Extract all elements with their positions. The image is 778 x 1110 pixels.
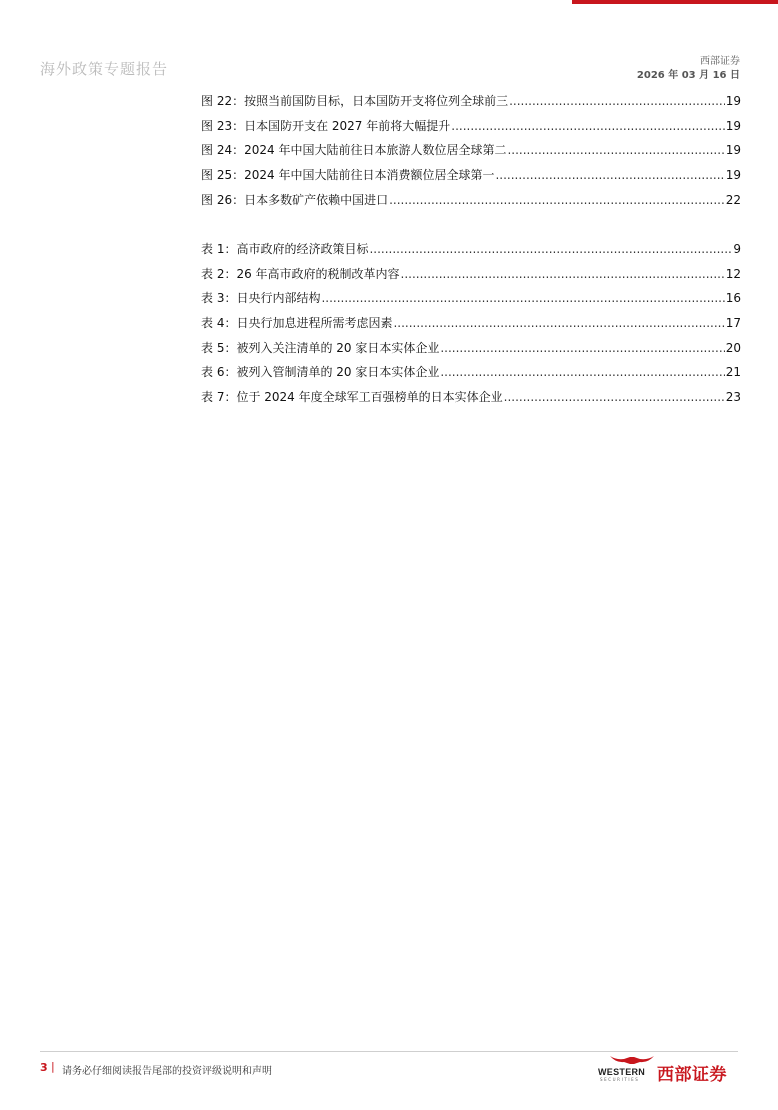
header-date: 2026 年 03 月 16 日	[636, 70, 740, 81]
toc-leader-dots	[509, 94, 725, 108]
report-type-title: 海外政策专题报告	[40, 60, 169, 78]
toc-leader-dots	[440, 341, 724, 355]
toc-label: 图 25：2024 年中国大陆前往日本消费额位居全球第一	[201, 168, 495, 183]
western-securities-logo	[598, 1054, 740, 1085]
toc-page-number: 16	[725, 291, 741, 306]
toc-page-number: 23	[725, 390, 741, 405]
toc-leader-dots	[495, 168, 724, 182]
toc-entry-figure-26[interactable]	[201, 191, 741, 216]
toc-label: 表 1：高市政府的经济政策目标	[201, 242, 369, 256]
footer-divider	[40, 1051, 738, 1052]
footer-page-number: 3	[40, 1061, 48, 1074]
toc-leader-dots	[389, 193, 725, 207]
toc-entry-figure-25[interactable]	[201, 166, 741, 191]
toc-entry-table-3[interactable]	[201, 289, 741, 314]
toc-leader-dots	[321, 291, 724, 305]
toc-entry-figure-23[interactable]	[201, 117, 741, 142]
toc-label: 图 22：按照当前国防目标，日本国防开支将位列全球前三	[201, 94, 509, 108]
toc-page-number: 12	[725, 266, 741, 281]
footer-separator: |	[51, 1060, 55, 1073]
toc-entry-table-1[interactable]	[201, 240, 741, 265]
toc-page-number: 9	[733, 242, 741, 256]
toc-leader-dots	[451, 119, 724, 133]
header-brand: 西部证券	[700, 56, 740, 67]
toc-label: 图 23：日本国防开支在 2027 年前将大幅提升	[201, 118, 451, 133]
logo-wordmark-sub: SECURITIES	[600, 1077, 640, 1082]
toc-label: 表 5：被列入关注清单的 20 家日本实体企业	[201, 340, 440, 355]
footer-disclaimer: 请务必仔细阅读报告尾部的投资评级说明和声明	[62, 1066, 272, 1077]
toc-leader-dots	[369, 242, 732, 256]
toc-page-number: 20	[725, 340, 741, 355]
toc-leader-dots	[440, 365, 724, 379]
toc-leader-dots	[393, 316, 724, 330]
toc-label: 图 24：2024 年中国大陆前往日本旅游人数位居全球第二	[201, 143, 507, 158]
toc-entry-table-4[interactable]	[201, 314, 741, 339]
logo-wordmark-cn: 西部证券	[657, 1065, 727, 1085]
toc-label: 图 26：日本多数矿产依赖中国进口	[201, 192, 389, 207]
table-list	[201, 240, 741, 413]
toc-label: 表 4：日央行加息进程所需考虑因素	[201, 316, 393, 331]
toc-leader-dots	[401, 267, 725, 281]
toc-label: 表 7：位于 2024 年度全球军工百强榜单的日本实体企业	[201, 390, 503, 405]
figure-list	[201, 92, 741, 215]
toc-entry-table-2[interactable]	[201, 265, 741, 290]
toc-entry-figure-22[interactable]	[201, 92, 741, 117]
toc-page-number: 17	[725, 316, 741, 331]
logo-wordmark-en: WESTERN	[598, 1067, 646, 1077]
toc-page-number: 19	[725, 118, 741, 133]
toc-entry-table-5[interactable]	[201, 339, 741, 364]
toc-page-number: 19	[725, 143, 741, 158]
toc-leader-dots	[507, 143, 724, 157]
toc-entry-figure-24[interactable]	[201, 141, 741, 166]
toc-page-number: 21	[725, 365, 741, 380]
toc-label: 表 3：日央行内部结构	[201, 291, 321, 306]
toc-page-number: 19	[725, 168, 741, 183]
toc-leader-dots	[504, 390, 725, 404]
toc-entry-table-6[interactable]	[201, 363, 741, 388]
top-accent-bar	[572, 0, 778, 4]
toc-page-number: 19	[725, 94, 741, 108]
toc-page-number: 22	[725, 192, 741, 207]
toc-label: 表 6：被列入管制清单的 20 家日本实体企业	[201, 365, 440, 380]
toc-entry-table-7[interactable]	[201, 388, 741, 413]
bull-horns-icon	[608, 1054, 656, 1066]
toc-label: 表 2：26 年高市政府的税制改革内容	[201, 266, 400, 281]
